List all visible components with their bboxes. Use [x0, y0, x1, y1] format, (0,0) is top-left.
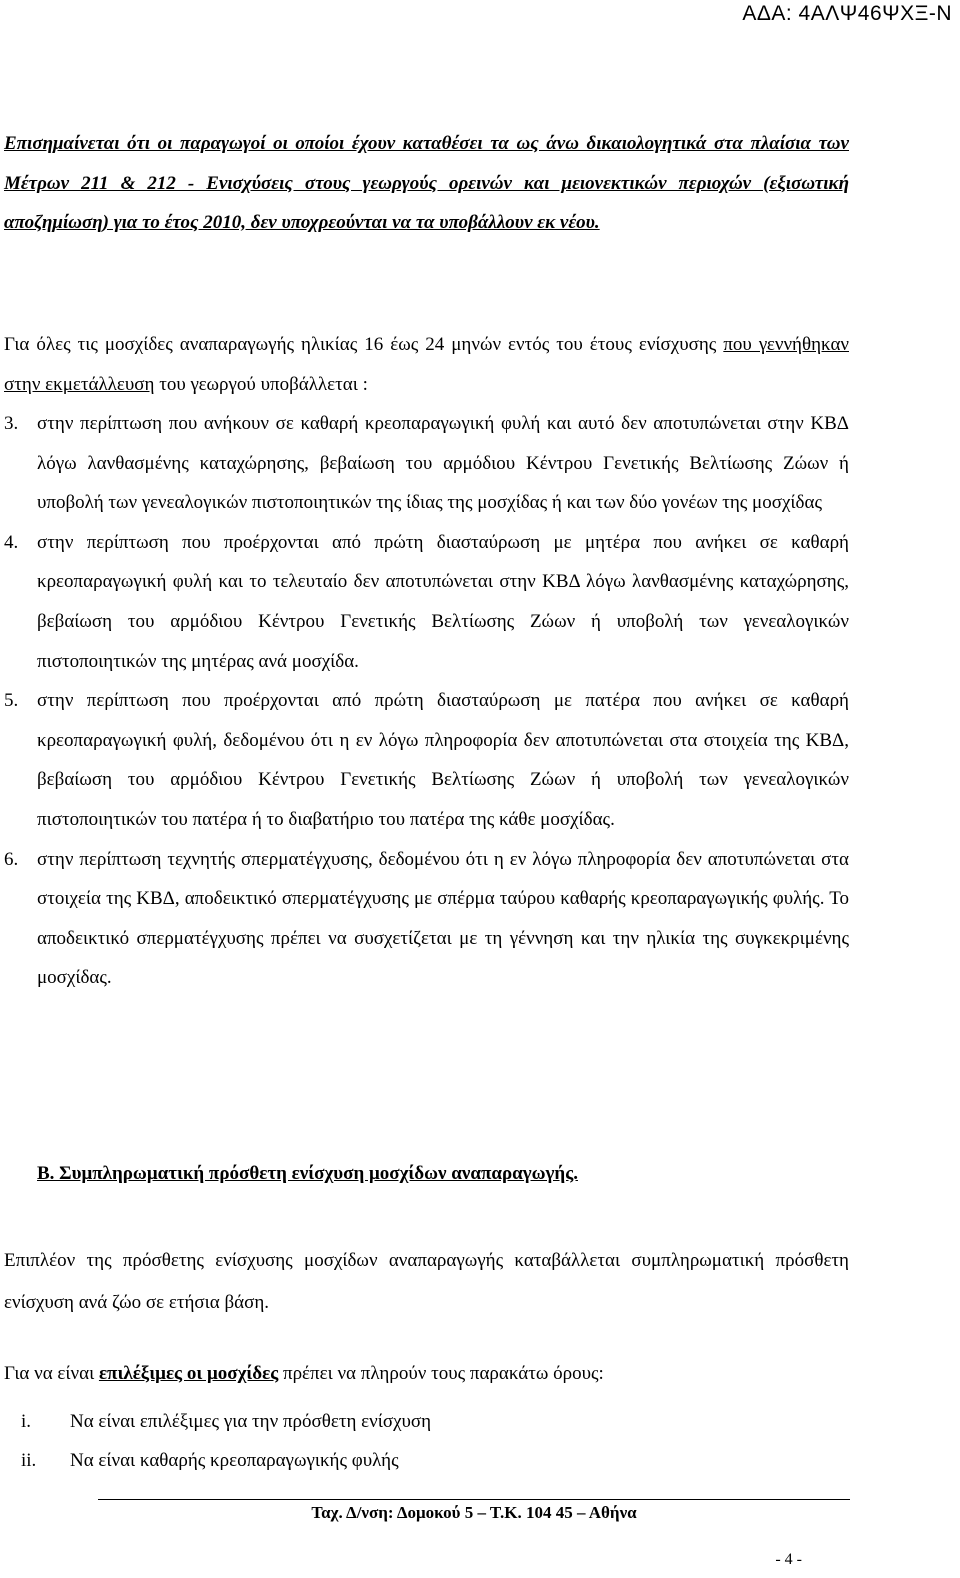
section-b-heading: Β. Συμπληρωματική πρόσθετη ενίσχυση μοσχίδων αναπαραγωγής.: [37, 1163, 578, 1184]
eligibility-bold: επιλέξιμες οι μοσχίδες: [98, 1363, 279, 1384]
list-item: [0, 523, 849, 681]
numbered-list: [0, 404, 849, 998]
eligibility-paragraph: [4, 1363, 604, 1385]
intro-text-part1: Για όλες τις μοσχίδες αναπαραγωγής ηλικίας 16 έως 24 μηνών εντός του έτους ενίσχυσης: [4, 334, 724, 355]
condition-number: i.: [21, 1411, 32, 1432]
list-item-number: 5.: [4, 690, 19, 712]
list-item-text: στην περίπτωση που προέρχονται από πρώτη διασταύρωση με πατέρα που ανήκει σε καθαρή κρεοπαραγωγική φυλή, δεδομένου ότι η εν λόγω πληροφορία δεν αποτυπώνεται στα στοιχεία της ΚΒΔ, βεβαίωση του αρμόδιου Κέντρου Γενετικής Βελτίωσης Ζώων ή υποβολή των γενεαλογικών πιστοποιητικών του πατέρα ή το διαβατήριο του πατέρα της κάθε μοσχίδας.: [37, 690, 849, 830]
intro-underlined-text: που γεννήθηκαν στην εκμετάλλευση: [4, 334, 849, 395]
list-item: [0, 840, 849, 998]
list-item: [0, 681, 849, 839]
condition-number: ii.: [21, 1450, 37, 1471]
page-number: - 4 -: [775, 1551, 802, 1568]
list-item-number: 4.: [4, 531, 19, 553]
condition-text: Να είναι επιλέξιμες για την πρόσθετη ενίσχυση: [70, 1411, 432, 1432]
list-item-text: στην περίπτωση τεχνητής σπερματέγχυσης, δεδομένου ότι η εν λόγω πληροφορία δεν αποτυπώνεται στα στοιχεία της ΚΒΔ, αποδεικτικό σπερματέγχυσης με σπέρμα ταύρου καθαρής κρεοπαραγωγικής φυλής. Το αποδεικτικό σπερματέγχυσης πρέπει να συσχετίζεται με τη γέννηση και την ηλικία της συγκεκριμένης μοσχίδας.: [37, 848, 849, 989]
footer-address: Ταχ. Δ/νση: Δομοκού 5 – Τ.Κ. 104 45 – Αθήνα: [311, 1503, 637, 1522]
condition-text: Να είναι καθαρής κρεοπαραγωγικής φυλής: [70, 1450, 399, 1471]
list-item-text: στην περίπτωση που προέρχονται από πρώτη διασταύρωση με μητέρα που ανήκει σε καθαρή κρεοπαραγωγική φυλή και το τελευταίο δεν αποτυπώνεται στην ΚΒΔ λόγω λανθασμένης καταχώρησης, βεβαίωση του αρμόδιου Κέντρου Γενετικής Βελτίωσης Ζώων ή υποβολή των γενεαλογικών πιστοποιητικών της μητέρας ανά μοσχίδα.: [37, 531, 849, 672]
list-item: [0, 404, 849, 523]
list-item-number: 3.: [4, 413, 19, 434]
ada-code: ΑΔΑ: 4ΑΛΨ46ΨΧΞ-Ν: [742, 2, 952, 25]
list-item-text: στην περίπτωση που ανήκουν σε καθαρή κρεοπαραγωγική φυλή και αυτό δεν αποτυπώνεται στην ΚΒΔ λόγω λανθασμένης καταχώρησης, βεβαίωση του αρμόδιου Κέντρου Γενετικής Βελτίωσης Ζώων ή υποβολή των γενεαλογικών πιστοποιητικών της ίδιας της μοσχίδας ή και των δύο γονέων της μοσχίδας: [37, 413, 849, 514]
emphasis-paragraph: Επισημαίνεται ότι οι παραγωγοί οι οποίοι έχουν καταθέσει τα ως άνω δικαιολογητικά στα πλαίσια των Μέτρων 211 & 212 - Ενισχύσεις στους γεωργούς ορεινών και μειονεκτικών περιοχών (εξισωτική αποζημίωση) για το έτος 2010, δεν υποχρεούνται να τα υποβάλλουν εκ νέου.: [4, 133, 849, 233]
intro-paragraph: [4, 325, 849, 404]
eligibility-suffix: πρέπει να πληρούν τους παρακάτω όρους:: [278, 1363, 604, 1384]
footer-divider: [98, 1499, 850, 1500]
extra-paragraph: Επιπλέον της πρόσθετης ενίσχυσης μοσχίδων αναπαραγωγής καταβάλλεται συμπληρωματική πρόσθετη ενίσχυση ανά ζώο σε ετήσια βάση.: [4, 1250, 849, 1313]
intro-text-part2: του γεωργού υποβάλλεται :: [154, 373, 368, 395]
list-item-number: 6.: [4, 848, 19, 870]
eligibility-prefix: Για να είναι: [4, 1363, 99, 1384]
